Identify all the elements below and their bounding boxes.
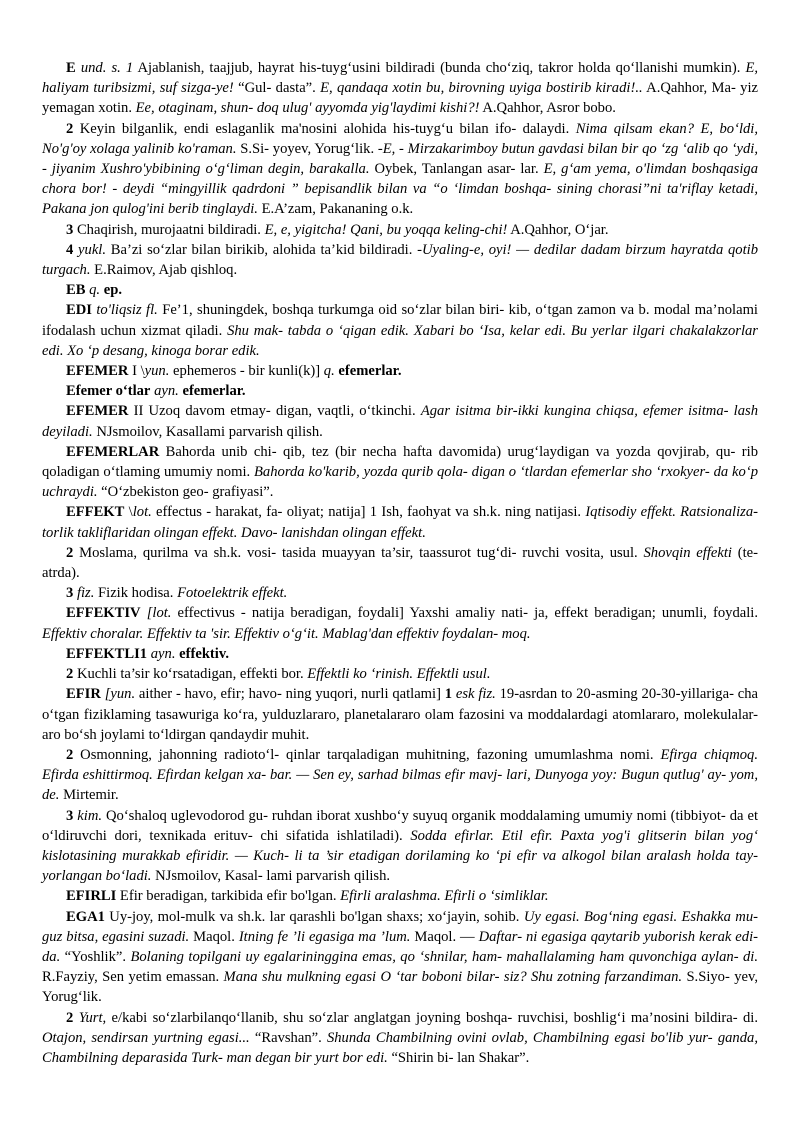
italic-text: Agar isitma bir-ikki kungina chiqsa, efemer isitma- lash deyiladi. <box>42 403 758 440</box>
body-text: R.Fayziy, Sen yetim emassan. <box>42 969 224 986</box>
dictionary-entry <box>42 401 758 441</box>
body-text: Oybek, Tanlangan asar- lar. <box>369 161 544 178</box>
dictionary-entry <box>42 280 758 300</box>
italic-text: Fotoelektrik effekt. <box>177 585 288 602</box>
italic-text: Shovqin effekti <box>643 544 732 561</box>
sense-number: 2 <box>66 666 74 683</box>
italic-text: ayn. <box>154 383 179 400</box>
italic-text: -Uyaling-e, oyi! — dedilar dadam birzum hayratda qotib turgach. <box>42 241 758 279</box>
body-text: A.Qahhor, O‘jar. <box>507 221 609 238</box>
body-text: ephemeros - bir kunli(k)] <box>169 363 324 380</box>
body-text: Mirtemir. <box>59 787 119 804</box>
body-text: “Gul- dasta”. <box>233 80 321 97</box>
italic-text: Efirga chiqmoq. Efirda eshittirmoq. Efirdan kelgan xa- bar. — Sen ey, sarhad bilmas efir mavj- lari, Dunyoga yoy: Bugun qutlug' ay- yom, de. <box>42 746 758 804</box>
italic-text: yun. <box>144 363 170 380</box>
sense-number: 2 <box>66 746 74 763</box>
italic-text: q. <box>323 363 335 380</box>
headword: EFFEKT <box>66 504 125 521</box>
italic-text: Uy egasi. Bog‘ning egasi. Eshakka mu- guz bitsa, egasini suzadi. <box>42 908 759 945</box>
italic-text: E, g‘am yema, o'limdan boshqasiga chora bor! - deydi “mingyillik qadrdoni ” bepisandlik bilan va “o ‘limdan boshqa- sining chorasi”ni ta'riflay ketadi, Pakana jon qulog'ini berib tinglaydi. <box>42 161 758 218</box>
italic-text: Iqtisodiy effekt. Ratsionaliza- torlik takliflaridan olingan effekt. Davo- lanishdan olingan effekt. <box>42 504 759 541</box>
headword: EFEMER <box>66 403 129 420</box>
body-text: Keyin bilganlik, endi eslaganlik ma'nosini alohida his-tuyg‘u bilan ifo- dalaydi. <box>73 120 576 137</box>
sense-number: 2 <box>66 120 74 137</box>
dictionary-entry <box>42 58 758 119</box>
body-text: A.Qahhor, Ma- yiz yemagan xotin. <box>42 80 758 117</box>
dictionary-entry <box>42 442 758 503</box>
italic-text: lot. <box>132 504 152 521</box>
italic-text: Daftar- ni egasiga qaytarib yuborish kerak edi- da. <box>42 928 758 965</box>
body-text: “Shirin bi- lan Shakar”. <box>387 1049 530 1066</box>
body-text: Fe’1, shuningdek, boshqa turkumga oid so‘zlar bilan biri- kib, o‘tgan zamon va b. modal ma’nolami ifodalash uchun xizmat qiladi. <box>42 302 758 339</box>
body-text: II Uzoq davom etmay- digan, vaqtli, o‘tkinchi. <box>128 403 421 420</box>
sense-number: 1 <box>444 686 453 703</box>
headword: effektiv. <box>179 645 229 662</box>
italic-text: Ee, otaginam, shun- doq ulug' ayyomda yig'laydimi kishi?! <box>135 100 480 117</box>
body-text: I \ <box>128 363 145 380</box>
italic-text: kim. <box>77 807 103 824</box>
sense-number: 3 <box>66 221 74 238</box>
italic-text: Effektiv choralar. Effektiv ta 'sir. Effektiv o‘g‘it. Mablag'dan effektiv foydalan- moq. <box>42 625 531 642</box>
body-text: Maqol. — <box>410 928 479 945</box>
dictionary-entry <box>42 644 758 664</box>
body-text: S.Siyo- yev, Yorug‘lik. <box>42 969 758 1006</box>
italic-text: fiz. <box>76 585 95 602</box>
italic-text: q. <box>89 282 101 299</box>
headword: EFEMERLAR <box>66 443 160 460</box>
body-text: A.Qahhor, Asror bobo. <box>479 100 616 117</box>
dictionary-entry <box>42 886 758 906</box>
italic-text: -E, - Mirzakarimboy butun gavdasi bilan bir qo ‘zg ‘alib qo ‘ydi, - jiyanim Xushro'ybibining o‘g‘liman degin, barakalla. <box>42 140 758 178</box>
body-text: Bahorda unib chi- qib, tez (bir necha hafta davomida) urug‘laydigan va yozda qovjirab, qu- rib qoladigan o‘tlaming umumiy nomi. <box>42 443 758 481</box>
headword: EFEMER <box>66 363 129 380</box>
italic-text: Sodda efirlar. Etil efir. Paxta yog'i glitserin bilan yog‘ kislotasining murakkab efiridir. — Kuch- li ta ’sir etadigan dorilaming ko ‘pi efir va alkogol bilan aralash holda tay- yorlangan bo‘ladi. <box>42 827 758 885</box>
dictionary-entry <box>42 664 758 684</box>
italic-text: Itning fe ’li egasiga ma ’lum. <box>238 928 411 945</box>
body-text: Qo‘shaloq uglevodorod gu- ruhdan iborat xushbo‘y suyuq organik moddalaming umumiy nomi (tibbiyot- da et o‘ldiruvchi dori, texnikada erituv- chi sifatida ishlatiladi). <box>42 807 759 844</box>
body-text: Kuchli ta’sir ko‘rsatadigan, effekti bor. <box>73 666 308 683</box>
sense-number: 3 <box>66 807 74 824</box>
body-text: S.Si- yoyev, Yorug‘lik. <box>236 140 378 157</box>
headword: EDI <box>66 302 92 319</box>
dictionary-entry <box>42 745 758 806</box>
body-text: \ <box>124 504 133 521</box>
body-text: e/kabi so‘zlarbilanqo‘llanib, shu so‘zlar anglatgan joyning boshqa- ruvchisi, boshlig‘i ma’nosini bildira- di. <box>106 1009 758 1026</box>
headword: ep. <box>103 282 122 299</box>
dictionary-entry <box>42 381 758 401</box>
headword: EFIR <box>66 686 101 703</box>
dictionary-entry <box>42 220 758 240</box>
italic-text: [yun. <box>104 686 136 703</box>
headword: efemerlar. <box>182 383 246 400</box>
body-text: Ba’zi so‘zlar bilan birikib, alohida ta’kid bildiradi. <box>106 241 418 258</box>
body-text: E.Raimov, Ajab qishloq. <box>90 262 238 279</box>
dictionary-entry <box>42 603 758 643</box>
italic-text: Nima qilsam ekan? E, bo‘ldi, No'g'oy xolaga yalinib ko'raman. <box>42 120 758 157</box>
dictionary-entry <box>42 806 758 887</box>
dictionary-entry <box>42 119 758 220</box>
headword: EFFEKTIV <box>66 605 141 622</box>
headword: E <box>66 60 76 76</box>
italic-text: und. s. <box>80 60 121 76</box>
headword: EFFEKTLI1 <box>66 645 148 662</box>
dictionary-entry <box>42 684 758 745</box>
body-text: 19-asrdan to 20-asming 20-30-yillariga- cha o‘tgan fiziklaming tasawuriga ko‘ra, yulduzlararo, planetalararo olam fazosini va moddalardagi atomlararo, molekulalar- aro bo‘sh joylami to‘ldirgan qandaydir muhit. <box>42 686 758 743</box>
body-text: NJsmoilov, Kasallami parvarish qilish. <box>92 423 323 440</box>
body-text: effectus - harakat, fa- oliyat; natija] 1 Ish, faohyat va sh.k. ning natijasi. <box>151 504 586 521</box>
body-text: (te- atrda). <box>42 544 758 582</box>
dictionary-entry <box>42 1008 758 1069</box>
dictionary-entry <box>42 583 758 603</box>
dictionary-entry <box>42 361 758 381</box>
italic-text: esk fiz. <box>455 686 496 703</box>
dictionary-entry <box>42 907 758 1008</box>
body-text: Osmonning, jahonning radioto‘l- qinlar tarqaladigan muhitning, fazoning umumlashma nomi. <box>73 746 661 763</box>
italic-text: Efirli aralashma. Efirli o ‘simliklar. <box>340 888 549 905</box>
sense-number: 2 <box>66 544 74 561</box>
italic-text: Mana shu mulkning egasi O ‘tar boboni bilar- siz? Shu zotning farzandiman. <box>223 969 683 986</box>
body-text: Maqol. <box>189 928 239 945</box>
sense-number: 3 <box>66 585 74 602</box>
body-text: E.A’zam, Pakananing o.k. <box>257 201 414 218</box>
italic-text: ayn. <box>150 645 176 662</box>
italic-text: Bahorda ko'karib, yozda qurib qola- digan o ‘tlardan efemerlar sho ‘rxokyer- da ko‘p uchraydi. <box>42 464 758 501</box>
body-text: Ajablanish, taajjub, hayrat his-tuyg‘usini bildiradi (bunda cho‘ziq, takror holda qo‘llanishi mumkin). <box>133 60 746 76</box>
headword: EGA1 <box>66 908 105 925</box>
body-text: “Yoshlik”. <box>60 948 131 965</box>
sense-number: 2 <box>66 1009 74 1026</box>
headword: EFIRLI <box>66 888 117 905</box>
italic-text: E, haliyam turibsizmi, suf sizga-ye! <box>42 60 759 97</box>
italic-text: Effektli ko ‘rinish. Effektli usul. <box>307 666 491 683</box>
italic-text: [lot. <box>146 605 172 622</box>
italic-text: yukl. <box>78 241 107 258</box>
body-text: effectivus - natija beradigan, foydali] Yaxshi amaliy nati- ja, effekt beradigan; unumli, foydali. <box>171 605 758 622</box>
body-text: aither - havo, efir; havo- ning yuqori, nurli qatlami] <box>135 686 445 703</box>
italic-text: Shu mak- tabda o ‘qigan edik. Xabari bo ‘Isa, kelar edi. Bu yerlar ilgari chakalakzorlar edi. Xo ‘p desang, kinoga borar edik. <box>42 322 758 359</box>
italic-text: 1 <box>125 60 134 76</box>
body-text: “O‘zbekiston geo- grafiyasi”. <box>97 484 274 501</box>
headword: EB <box>66 282 86 299</box>
italic-text: Otajon, sendirsan yurtning egasi... <box>42 1029 250 1046</box>
body-text: “Ravshan”. <box>249 1029 327 1046</box>
italic-text: E, e, yigitcha! Qani, bu yoqqa keling-chi! <box>264 221 508 238</box>
body-text: Fizik hodisa. <box>94 585 178 602</box>
italic-text: E, qandaqa xotin bu, birovning uyiga bostirib kiradi!.. <box>320 80 643 97</box>
body-text: Uy-joy, mol-mulk va sh.k. lar qarashli bo'lgan shaxs; xo‘jayin, sohib. <box>104 908 524 925</box>
body-text: Moslama, qurilma va sh.k. vosi- tasida muayyan ta’sir, taassurot tug‘di- ruvchi vosita, usul. <box>73 544 644 561</box>
body-text: Efir beradigan, tarkibida efir bo'lgan. <box>116 888 341 905</box>
italic-text: Shunda Chambilning ovini ovlab, Chambilning egasi bo'lib yur- ganda, Chambilning deparasida Turk- man degan bir yurt bor edi. <box>42 1029 758 1066</box>
dictionary-entry <box>42 502 758 542</box>
italic-text: Bolaning topilgani uy egalarininggina emas, qo ‘shnilar, ham- mahallalaming ham quvonchiga aylan- di. <box>130 948 758 965</box>
body-text: NJsmoilov, Kasal- lami parvarish qilish. <box>151 868 391 885</box>
dictionary-entry <box>42 543 758 583</box>
dictionary-entry <box>42 300 758 361</box>
italic-text: Yurt, <box>78 1009 107 1026</box>
dictionary-entry <box>42 240 758 280</box>
italic-text: to'liqsiz fl. <box>96 302 158 319</box>
headword: Efemer o‘tlar <box>66 383 151 400</box>
sense-number: 4 <box>66 241 74 258</box>
body-text: Chaqirish, murojaatni bildiradi. <box>73 221 265 238</box>
headword: efemerlar. <box>338 363 402 380</box>
